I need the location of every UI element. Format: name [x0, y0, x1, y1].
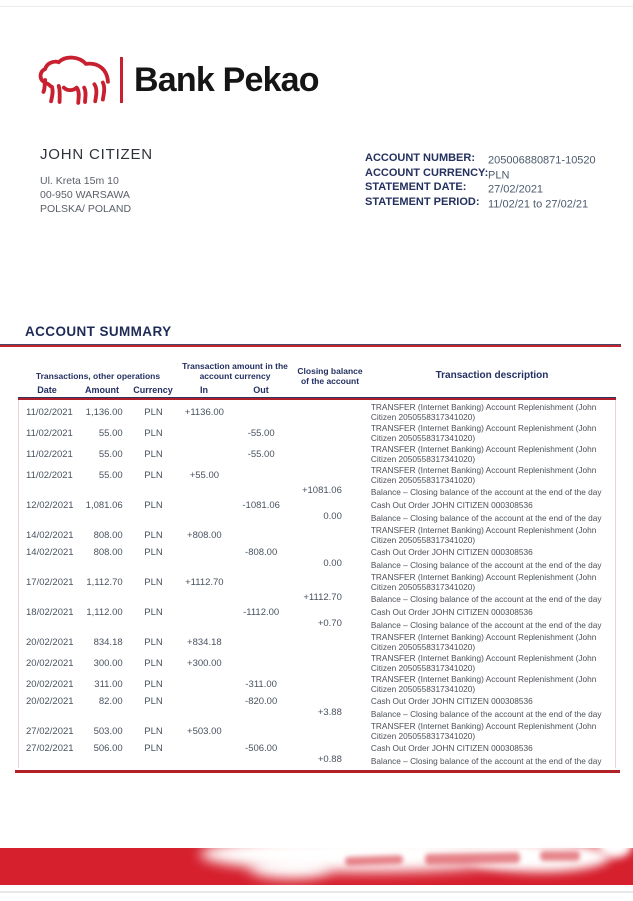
- cell-amount: 55.00: [98, 470, 123, 481]
- cell-out: -1081.06: [242, 500, 280, 511]
- cell-description: Cash Out Order JOHN CITIZEN 000308536: [370, 742, 533, 753]
- statement-date-row: [365, 180, 596, 195]
- statement-period-value: 11/02/21 to 27/02/21: [488, 198, 589, 210]
- account-currency-value: PLN: [488, 169, 510, 181]
- table-row: [19, 572, 615, 593]
- account-number-label: ACCOUNT NUMBER:: [365, 152, 475, 164]
- table-header: [18, 355, 616, 397]
- customer-block: [40, 146, 153, 216]
- subheader-row: [178, 385, 292, 397]
- table-row: [19, 674, 615, 695]
- cell-amount: 1,112.70: [86, 577, 123, 588]
- cell-out: -311.00: [245, 679, 277, 690]
- header-group-transactions: [18, 355, 178, 397]
- cell-closing-balance: 0.00: [323, 511, 342, 522]
- cell-closing-balance: +1112.70: [303, 592, 342, 603]
- cell-in: +834.18: [187, 637, 222, 648]
- statement-period-label: STATEMENT PERIOD:: [365, 195, 480, 208]
- cell-description: Cash Out Order JOHN CITIZEN 000308536: [370, 606, 533, 617]
- watermark-blob: [598, 834, 632, 858]
- table-row: [19, 755, 615, 768]
- cell-amount: 1,112.00: [86, 607, 123, 618]
- cell-amount: 55.00: [98, 428, 123, 439]
- address-line: Ul. Kreta 15m 10: [40, 175, 119, 187]
- cell-amount: 300.00: [93, 658, 123, 669]
- customer-address: [40, 174, 153, 216]
- group-label: Transaction description: [435, 370, 549, 381]
- cell-currency: PLN: [144, 547, 163, 558]
- cell-description: TRANSFER (Internet Banking) Account Replenishment (John Citizen 2050558317341020): [370, 653, 597, 673]
- cell-description: TRANSFER (Internet Banking) Account Replenishment (John Citizen 2050558317341020): [370, 423, 597, 443]
- table-row: [19, 444, 615, 465]
- cell-out: -1112.00: [243, 607, 280, 618]
- bank-logo: [33, 52, 319, 108]
- col-amount: Amount: [85, 385, 119, 395]
- header-group-closing: [292, 355, 368, 397]
- cell-date: 17/02/2021: [26, 577, 74, 588]
- account-info-block: [365, 151, 596, 209]
- cell-currency: PLN: [144, 530, 163, 541]
- cell-description: TRANSFER (Internet Banking) Account Replenishment (John Citizen 2050558317341020): [370, 632, 597, 652]
- table-row: [19, 708, 615, 721]
- cell-date: 11/02/2021: [26, 449, 73, 460]
- address-line: POLSKA/ POLAND: [40, 203, 132, 215]
- cell-in: +1136.00: [184, 407, 224, 418]
- cell-description: Cash Out Order JOHN CITIZEN 000308536: [370, 546, 533, 557]
- cell-amount: 311.00: [94, 679, 123, 690]
- cell-date: 20/02/2021: [26, 679, 74, 690]
- account-currency-label: ACCOUNT CURRENCY:: [365, 166, 489, 179]
- cell-currency: PLN: [144, 470, 163, 481]
- cell-amount: 808.00: [93, 530, 123, 541]
- cell-currency: PLN: [144, 577, 163, 588]
- group-label: Transactions, other operations: [35, 371, 161, 381]
- table-row: [19, 559, 615, 572]
- cell-out: -820.00: [245, 696, 278, 707]
- cell-description: Cash Out Order JOHN CITIZEN 000308536: [370, 695, 533, 706]
- cell-currency: PLN: [144, 658, 163, 669]
- cell-description: Balance – Closing balance of the account at the end of the day: [370, 708, 602, 719]
- watermark-blob: [250, 856, 330, 878]
- cell-date: 20/02/2021: [26, 637, 74, 648]
- cell-closing-balance: +1081.06: [301, 485, 342, 496]
- cell-in: +503.00: [187, 726, 222, 737]
- cell-date: 11/02/2021: [26, 428, 73, 439]
- table-row: [19, 423, 615, 444]
- cell-currency: PLN: [144, 637, 163, 648]
- table-row: [19, 619, 615, 632]
- account-summary-section: [0, 324, 633, 773]
- page-bottom-edge: [0, 891, 633, 893]
- col-out: Out: [253, 385, 269, 395]
- cell-date: 11/02/2021: [26, 407, 73, 418]
- address-line: 00-950 WARSAWA: [40, 189, 130, 201]
- table-row: [19, 721, 615, 742]
- watermark-mark: [425, 852, 520, 865]
- col-in: In: [200, 385, 208, 395]
- statement-period-row: [365, 195, 596, 210]
- watermark-mark: [540, 851, 580, 861]
- table-row: [19, 402, 615, 423]
- table-row: [19, 512, 615, 525]
- cell-description: TRANSFER (Internet Banking) Account Replenishment (John Citizen 2050558317341020): [370, 402, 597, 422]
- cell-amount: 55.00: [98, 449, 123, 460]
- cell-date: 20/02/2021: [26, 696, 74, 707]
- cell-date: 14/02/2021: [26, 547, 74, 558]
- cell-description: Balance – Closing balance of the account at the end of the day: [370, 486, 602, 497]
- header-group-description: [368, 355, 616, 397]
- cell-amount: 834.18: [93, 637, 123, 648]
- cell-amount: 503.00: [93, 726, 123, 737]
- page-top-edge: [0, 6, 633, 7]
- table-row: [19, 486, 615, 499]
- cell-date: 27/02/2021: [26, 743, 74, 754]
- cell-in: +55.00: [189, 470, 220, 481]
- cell-currency: PLN: [144, 743, 163, 754]
- subheader-row: [18, 385, 178, 397]
- bank-name: Bank Pekao: [134, 60, 319, 99]
- table-row: [19, 465, 615, 486]
- cell-amount: 506.00: [93, 743, 123, 754]
- cell-in: +1112.70: [185, 577, 224, 588]
- cell-closing-balance: 0.00: [323, 558, 342, 569]
- cell-amount: 1,136.00: [85, 407, 123, 418]
- cell-description: Balance – Closing balance of the account at the end of the day: [370, 559, 602, 570]
- col-date: Date: [37, 385, 57, 395]
- cell-currency: PLN: [144, 696, 163, 707]
- table-row: [19, 653, 615, 674]
- cell-amount: 82.00: [98, 696, 123, 707]
- header-group-amount: [178, 355, 292, 397]
- cell-out: -55.00: [247, 449, 275, 460]
- cell-description: Balance – Closing balance of the account at the end of the day: [370, 755, 602, 766]
- cell-date: 20/02/2021: [26, 658, 74, 669]
- cell-closing-balance: +0.70: [317, 618, 342, 629]
- cell-description: TRANSFER (Internet Banking) Account Replenishment (John Citizen 2050558317341020): [370, 444, 597, 464]
- customer-name: JOHN CITIZEN: [40, 146, 153, 163]
- cell-currency: PLN: [144, 428, 163, 439]
- cell-out: -55.00: [247, 428, 275, 439]
- account-number-value: 205006880871-10520: [488, 154, 596, 167]
- cell-out: -506.00: [245, 743, 278, 754]
- cell-in: +300.00: [187, 658, 222, 669]
- cell-description: TRANSFER (Internet Banking) Account Replenishment (John Citizen 2050558317341020): [370, 674, 597, 694]
- account-number-row: [365, 151, 596, 166]
- logo-divider: [120, 57, 123, 103]
- cell-description: Balance – Closing balance of the account at the end of the day: [370, 593, 602, 604]
- transaction-rows: [18, 400, 616, 768]
- cell-currency: PLN: [144, 607, 163, 618]
- cell-currency: PLN: [144, 679, 163, 690]
- cell-amount: 1,081.06: [85, 500, 123, 511]
- cell-closing-balance: +3.88: [317, 707, 342, 718]
- group-label: Transaction amount in the account currency: [182, 361, 288, 381]
- transactions-table: [18, 355, 616, 773]
- cell-date: 18/02/2021: [26, 607, 74, 618]
- cell-description: Balance – Closing balance of the account at the end of the day: [370, 619, 602, 630]
- cell-description: TRANSFER (Internet Banking) Account Replenishment (John Citizen 2050558317341020): [370, 721, 597, 741]
- cell-in: +808.00: [187, 530, 222, 541]
- cell-out: -808.00: [245, 547, 278, 558]
- group-label: Closing balance of the account: [297, 366, 363, 386]
- title-rule: [0, 344, 621, 347]
- cell-currency: PLN: [144, 500, 163, 511]
- table-row: [19, 525, 615, 546]
- bison-icon: [33, 52, 115, 108]
- cell-date: 14/02/2021: [26, 530, 74, 541]
- cell-currency: PLN: [144, 407, 163, 418]
- col-currency: Currency: [133, 385, 173, 395]
- table-bottom-rule: [15, 770, 620, 773]
- cell-description: Cash Out Order JOHN CITIZEN 000308536: [370, 499, 533, 510]
- cell-description: Balance – Closing balance of the account at the end of the day: [370, 512, 602, 523]
- cell-amount: 808.00: [93, 547, 123, 558]
- table-row: [19, 593, 615, 606]
- cell-closing-balance: +0.88: [317, 754, 342, 765]
- cell-currency: PLN: [144, 449, 163, 460]
- cell-currency: PLN: [144, 726, 163, 737]
- statement-date-value: 27/02/2021: [488, 183, 544, 196]
- cell-date: 12/02/2021: [26, 500, 74, 511]
- cell-description: TRANSFER (Internet Banking) Account Replenishment (John Citizen 2050558317341020): [370, 572, 597, 592]
- section-title: ACCOUNT SUMMARY: [25, 324, 172, 339]
- cell-description: TRANSFER (Internet Banking) Account Replenishment (John Citizen 2050558317341020): [370, 525, 597, 545]
- statement-date-label: STATEMENT DATE:: [365, 181, 467, 193]
- cell-description: TRANSFER (Internet Banking) Account Replenishment (John Citizen 2050558317341020): [370, 465, 597, 485]
- cell-date: 27/02/2021: [26, 726, 74, 737]
- table-row: [19, 632, 615, 653]
- cell-date: 11/02/2021: [26, 470, 73, 481]
